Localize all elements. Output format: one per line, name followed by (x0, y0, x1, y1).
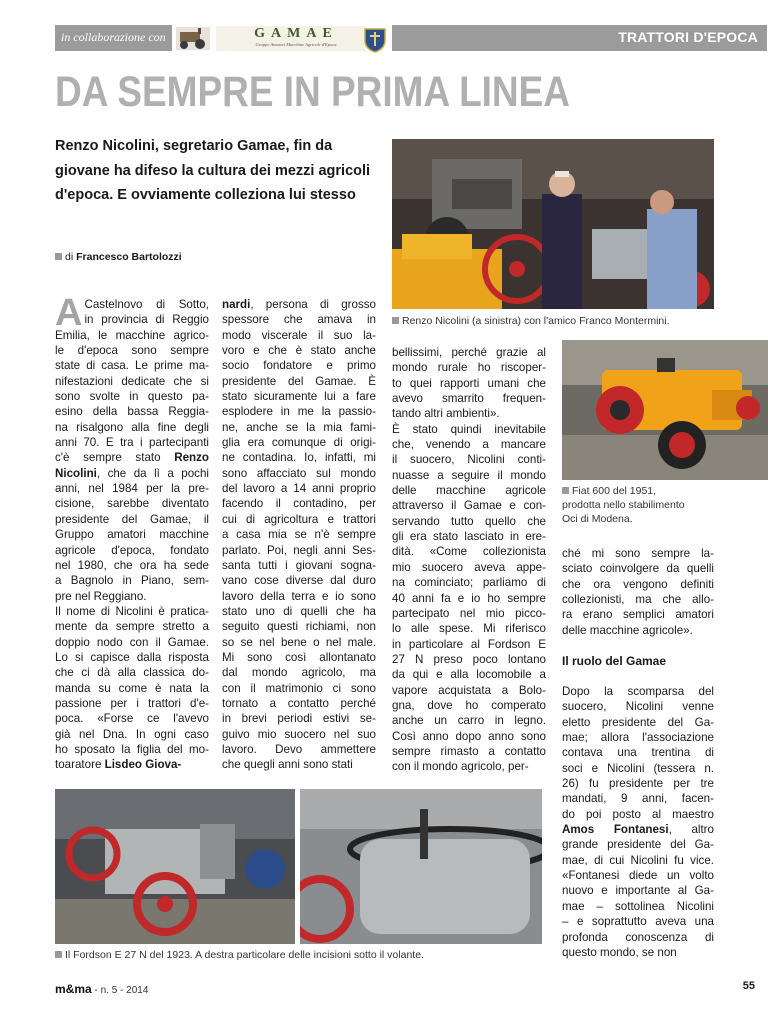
photo-nicolini-montermini (392, 139, 714, 309)
gamae-wordmark: GAMAE (254, 26, 338, 41)
article-line: già nel Dna. In ogni caso (55, 727, 209, 741)
article-line: dità. «Come collezionista (392, 545, 546, 559)
article-line: le d'epoca sono sempre (55, 344, 209, 358)
article-line: state di casa. Le prime ma- (55, 359, 209, 373)
bullet-square-icon (392, 317, 399, 324)
article-line: c'è sempre stato Renzo (55, 451, 209, 465)
article-line: lavoro. Devo ammettere (222, 742, 376, 756)
article-line: mio suocero aveva appe- (392, 560, 546, 574)
article-line: mandati, 9 anni, facen- (562, 792, 714, 806)
article-line: na risalgono alla fine degli (55, 420, 209, 434)
article-line: avevo smarrito frequen- (392, 392, 546, 406)
article-line: collezionisti, ma che allo- (562, 593, 714, 607)
article-line: che quegli anni sono stati (222, 758, 353, 772)
page-number: 55 (742, 980, 755, 992)
article-line: modo viscerale il suo la- (222, 328, 376, 342)
article-line: 40 anni fa e io ho sempre (392, 591, 546, 605)
article-line: Lo si capisce dalla risposta (55, 650, 209, 664)
article-line: da qui e alla locomobile a (392, 668, 546, 682)
author-name: Francesco Bartolozzi (76, 251, 182, 263)
article-column-1 (55, 292, 209, 773)
caption-photo1: Renzo Nicolini (a sinistra) con l'amico Franco Montermini. (392, 314, 722, 328)
article-line: lavoro della terra e io sono (222, 589, 376, 603)
article-line: tornato a contatto perché (222, 696, 376, 710)
article-line: nifestazioni dedicate che si (55, 374, 209, 388)
article-line: del lavoro a 14 anni proprio (222, 482, 376, 496)
article-line: Mi sono così allontanato (222, 650, 376, 664)
article-line: anche un carro in legno. (392, 714, 546, 728)
article-line: ne, anche se la mia fami- (222, 420, 376, 434)
article-line: con il matrimonio ci sono (222, 681, 376, 695)
article-line: passione per i trattori d'e- (55, 696, 209, 710)
article-line: voro e che è stato anche (222, 344, 376, 358)
article-line: Dopo la scomparsa del (562, 685, 714, 698)
article-line: guivo mio suocero nel suo (222, 727, 376, 741)
article-line: spessore che amava in (222, 313, 376, 327)
article-line: 27 N preso poco lontano (392, 652, 546, 666)
gamae-subtitle: Gruppo Amatori Macchine Agricole d'Epoca (255, 42, 337, 47)
article-line: anni, nel 1984 per la pre- (55, 482, 209, 496)
headline: DA SEMPRE IN PRIMA LINEA (55, 68, 571, 116)
section-title: TRATTORI D'EPOCA (618, 29, 758, 45)
article-line: mondo rurale ho riscoper- (392, 361, 546, 375)
article-line: glia era comunque di origi- (222, 436, 376, 450)
article-line: nuasse a seguire il mondo (392, 468, 546, 482)
article-line: suocero, Nicolini venne (562, 700, 714, 714)
article-line: presidente del Gamae, il (55, 512, 209, 526)
article-line: sciato coinvolgere da quelli (562, 562, 714, 576)
article-line: santa tutti i giovani sogna- (222, 558, 376, 572)
article-line: manda su come è nata la (55, 681, 209, 695)
article-line: nardi, persona di grosso (222, 298, 376, 311)
article-line: sempre rimasto a contatto (392, 744, 546, 758)
article-line: sono svolte in questo pa- (55, 390, 209, 404)
footer-brand: m&ma - n. 5 - 2014 (55, 982, 149, 996)
article-line: parlato. Poi, negli anni Ses- (222, 543, 376, 557)
byline: di Francesco Bartolozzi (55, 251, 182, 263)
article-line: Gruppo amatori macchine (55, 528, 209, 542)
bullet-square-icon (55, 253, 62, 260)
article-line: eletto presidente del Ga- (562, 715, 714, 729)
article-column-3 (392, 345, 546, 775)
article-line: in provincia di Reggio (84, 313, 209, 327)
article-line: il suocero, Nicolini conti- (392, 453, 546, 467)
article-line: che ora vengono definiti (562, 577, 714, 591)
article-line: esplodere in me la passio- (222, 405, 376, 419)
article-line: ra erano semplici amatori (562, 608, 714, 622)
article-line: mae; allora l'associazione (562, 731, 714, 745)
article-line: sono affacciato sul mondo (222, 466, 376, 480)
article-column-4a (562, 546, 714, 638)
article-line: È stato quindi inevitabile (392, 422, 546, 436)
article-line: lo alle spese. Mi riferisco (392, 622, 546, 636)
article-line: questo mondo, se non (562, 945, 677, 959)
article-line: Emilia, le macchine agrico- (55, 328, 209, 342)
article-line: in brevi periodi estivi se- (222, 712, 376, 726)
article-line: do poi posto al maestro (562, 807, 714, 821)
article-line: ho sposato la figlia del mo- (55, 742, 209, 756)
article-line: tando altri ambienti». (392, 407, 500, 421)
collab-label: in collaborazione con (61, 30, 166, 44)
article-line: stato uno di quelli che ha (222, 604, 376, 618)
article-line: doppio nodo con il Gamae. (55, 635, 209, 649)
article-line: bellissimi, perché grazie al (392, 346, 546, 359)
article-line: presidente del Gamae. È (222, 374, 376, 388)
article-line: esino della bassa Reggia- (55, 405, 209, 419)
article-line: Così anno dopo anno sono (392, 729, 546, 743)
bullet-square-icon (562, 487, 569, 494)
article-line: facendo il contadino, per (222, 497, 376, 511)
article-line: «Fontanesi diede un volto (562, 869, 714, 883)
article-line: in particolare al Fordson E (392, 637, 546, 651)
article-line: che, venendo a mancare (392, 438, 546, 452)
photo-fiat-600 (562, 340, 768, 480)
article-line: Castelnovo di Sotto, (84, 298, 209, 311)
article-line: attraverso il Gamae e con- (392, 499, 546, 513)
article-line: dal mondo agricolo, ma (222, 666, 376, 680)
article-line: partecipato nel mio picco- (392, 606, 546, 620)
article-line: mae, di cui Nicolini fu vice. (562, 853, 714, 867)
article-line: nel 1980, che ora ha sede (55, 558, 209, 572)
article-line: cui di agricoltura e trattori (222, 512, 376, 526)
article-line: anni 70. E tra i partecipanti (55, 436, 209, 450)
article-line: 26) fu presidente per tre (562, 777, 714, 791)
article-column-4b (562, 684, 714, 960)
article-line: a casa mia se n'è sempre (222, 528, 376, 542)
article-line: – e soprattutto aveva una (562, 915, 714, 929)
article-line: Amos Fontanesi, altro (562, 823, 714, 837)
article-line: so se nel bene o nel male. (222, 635, 376, 649)
bullet-square-icon (55, 951, 62, 958)
article-line: Nicolini, che da lì a pochi (55, 466, 209, 480)
article-column-2 (222, 297, 376, 773)
article-line: gli era stato lasciato in ere- (392, 530, 546, 544)
article-line: socio fondatore e primo (222, 359, 376, 373)
photo-fordson-e27n (55, 789, 295, 944)
article-line: seguito questi richiami, non (222, 620, 376, 634)
article-line: vapore acquistata a Bolo- (392, 683, 546, 697)
article-line: pre nel Reggiano. (55, 589, 147, 603)
article-line: to quei rapporti umani che (392, 376, 546, 390)
article-line: cisione, sarebbe diventato (55, 497, 209, 511)
article-line: agricole d'epoca, fondato (55, 543, 209, 557)
article-line: ne contadina. Io, infatti, mi (222, 451, 376, 465)
article-line: contava una trentina di (562, 746, 714, 760)
photo-fordson-detail (300, 789, 542, 944)
article-line: poca. «Forse ce l'avevo (55, 712, 209, 726)
caption-photo2: Fiat 600 del 1951, prodotta nello stabilimento Oci di Modena. (562, 485, 685, 525)
article-line: nuovo e importante al Ga- (562, 884, 714, 898)
subhead: Il ruolo del Gamae (562, 654, 667, 668)
article-line: stato sicuramente lui a fare (222, 390, 376, 404)
article-line: delle macchine agricole». (562, 623, 693, 637)
article-line: grande presidente del Ga- (562, 838, 714, 852)
article-line: servando tutto quello che (392, 514, 546, 528)
article-line: mae – sottolinea Nicolini (562, 899, 714, 913)
article-line: mente da sempre stretto a (55, 620, 209, 634)
article-line: con il mondo agricolo, per- (392, 760, 529, 774)
crest-icon (362, 26, 388, 53)
article-line: soci e Nicolini (tessera n. (562, 761, 714, 775)
article-line: Il nome di Nicolini è pratica- (55, 604, 209, 618)
article-line: vano cose diverse dal duro (222, 574, 376, 588)
article-line: che ci dà alla classica do- (55, 666, 209, 680)
article-line: a Bagnolo in Piano, sem- (55, 574, 209, 588)
drop-cap: A (55, 292, 83, 334)
article-line: profonda conoscenza di (562, 930, 714, 944)
article-line: delle macchine agricole (392, 484, 546, 498)
article-line: gna, dove ho comperato (392, 698, 546, 712)
deck: Renzo Nicolini, segretario Gamae, fin da giovane ha difeso la cultura dei mezzi agricoli d'epoca. E ovviamente colleziona lui stesso (55, 138, 371, 203)
article-line: ché mi sono sempre la- (562, 547, 714, 560)
article-line: toaratore Lisdeo Giova- (55, 758, 182, 772)
caption-photo3: Il Fordson E 27 N del 1923. A destra particolare delle incisioni sotto il volante. (55, 948, 555, 962)
article-line: na cominciato; parliamo di (392, 576, 546, 590)
